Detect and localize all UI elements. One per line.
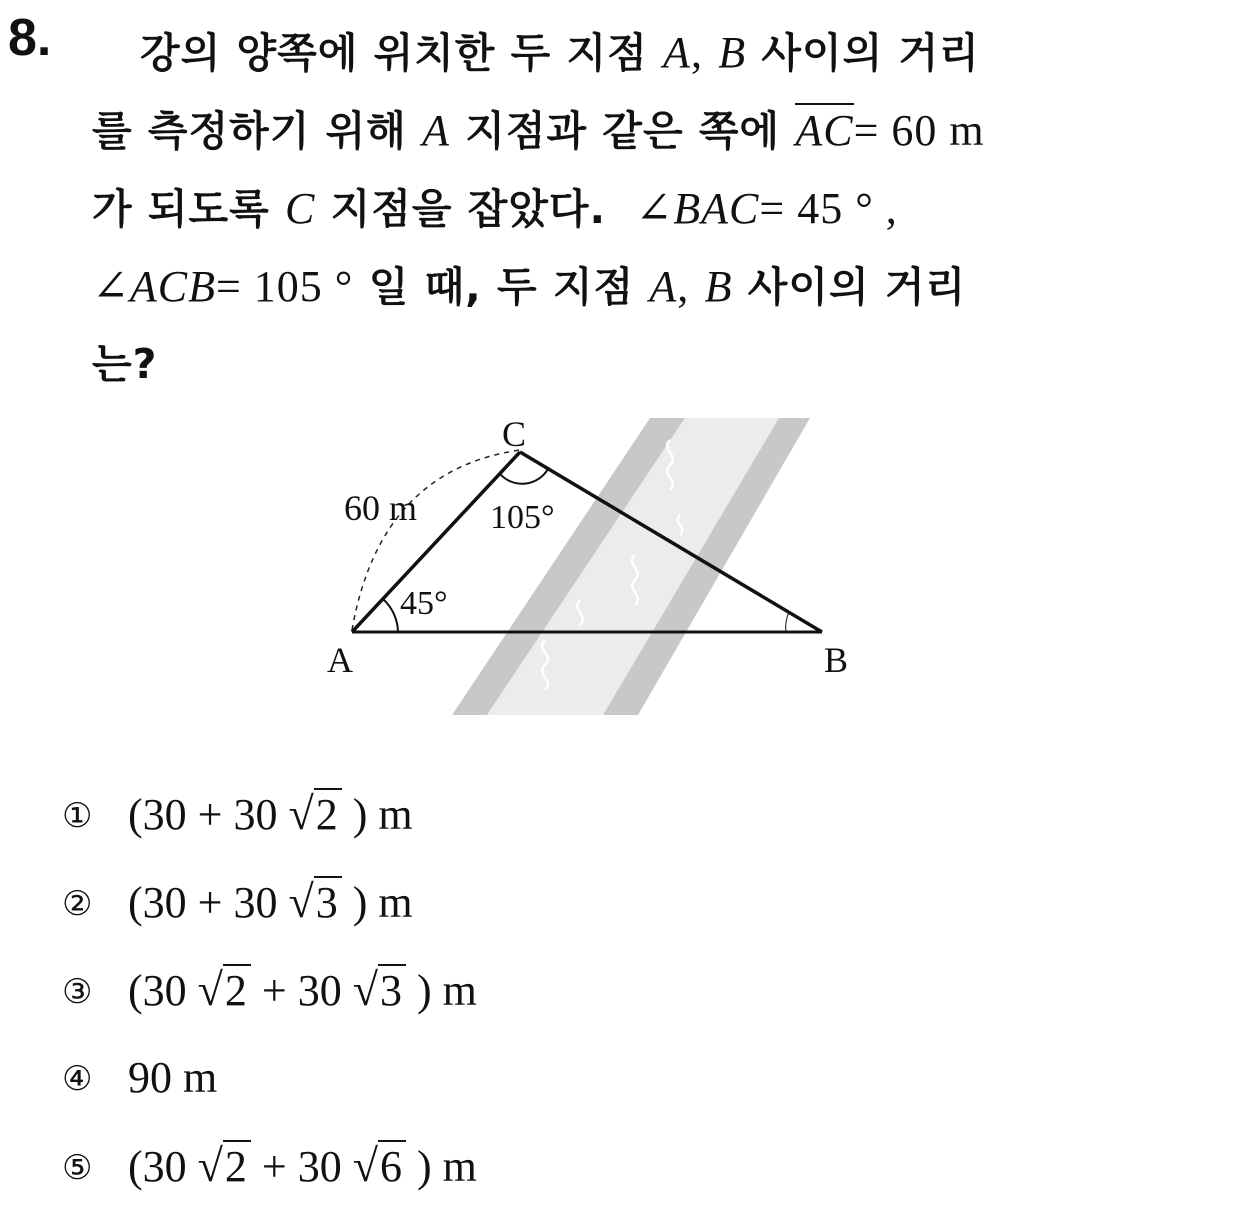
- point-a: A: [422, 106, 450, 155]
- label-b: B: [824, 640, 849, 680]
- point-b: B: [718, 28, 747, 77]
- choice-5[interactable]: ⑤ (30 √2 + 30 √6 ) m: [62, 1122, 477, 1210]
- answer-choices: [62, 770, 477, 1210]
- sqrt: √2: [288, 770, 341, 859]
- question-line-1: 강의 양쪽에 위치한 두 지점 A, B 사이의 거리: [140, 28, 980, 77]
- question-text: [92, 14, 1202, 403]
- sqrt: √6: [353, 1122, 406, 1211]
- angle-bac: BAC: [673, 184, 760, 233]
- angle-sign: ∠: [92, 262, 130, 311]
- label-c: C: [502, 414, 527, 454]
- sqrt: √3: [288, 858, 341, 947]
- choice-mark: ②: [62, 884, 93, 924]
- choice-1[interactable]: ① (30 + 30 √2 ) m: [62, 770, 477, 858]
- point-c: C: [284, 184, 316, 233]
- choice-2[interactable]: ② (30 + 30 √3 ) m: [62, 858, 477, 946]
- point-a: A: [663, 28, 691, 77]
- triangle-river-figure: [0, 400, 1235, 734]
- choice-mark: ④: [62, 1059, 93, 1099]
- question-line-4: ∠ACB= 105 ° 일 때, 두 지점 A, B 사이의 거리: [92, 262, 967, 311]
- angle-acb: ACB: [129, 262, 216, 311]
- choice-3[interactable]: ③ (30 √2 + 30 √3 ) m: [62, 946, 477, 1034]
- choice-mark: ①: [62, 796, 93, 836]
- choice-mark: ③: [62, 972, 93, 1012]
- label-a: A: [327, 640, 353, 680]
- angle-arc-b: [786, 612, 789, 632]
- angle-arc-c: [500, 469, 548, 484]
- sqrt: √2: [198, 946, 251, 1035]
- question-line-5: 는?: [92, 340, 158, 388]
- point-a: A: [649, 262, 678, 311]
- sqrt: √2: [198, 1122, 251, 1211]
- angle-sign: ∠: [635, 184, 674, 233]
- question-line-2: 를 측정하기 위해 A 지점과 같은 쪽에 AC= 60 m: [92, 92, 1202, 170]
- choice-4[interactable]: ④ 90 m: [62, 1034, 477, 1122]
- question-line-3: 가 되도록 C 지점을 잡았다. ∠BAC= 45 ° ,: [92, 184, 898, 233]
- angle-arc-a: [383, 599, 398, 632]
- question-number: 8.: [8, 9, 52, 67]
- label-ac-length: 60 m: [344, 488, 418, 528]
- label-angle-c: 105°: [490, 499, 555, 536]
- point-b: B: [704, 262, 733, 311]
- choice-mark: ⑤: [62, 1148, 93, 1188]
- label-angle-a: 45°: [400, 585, 448, 622]
- sqrt: √3: [353, 946, 406, 1035]
- segment-ac: AC: [795, 103, 853, 155]
